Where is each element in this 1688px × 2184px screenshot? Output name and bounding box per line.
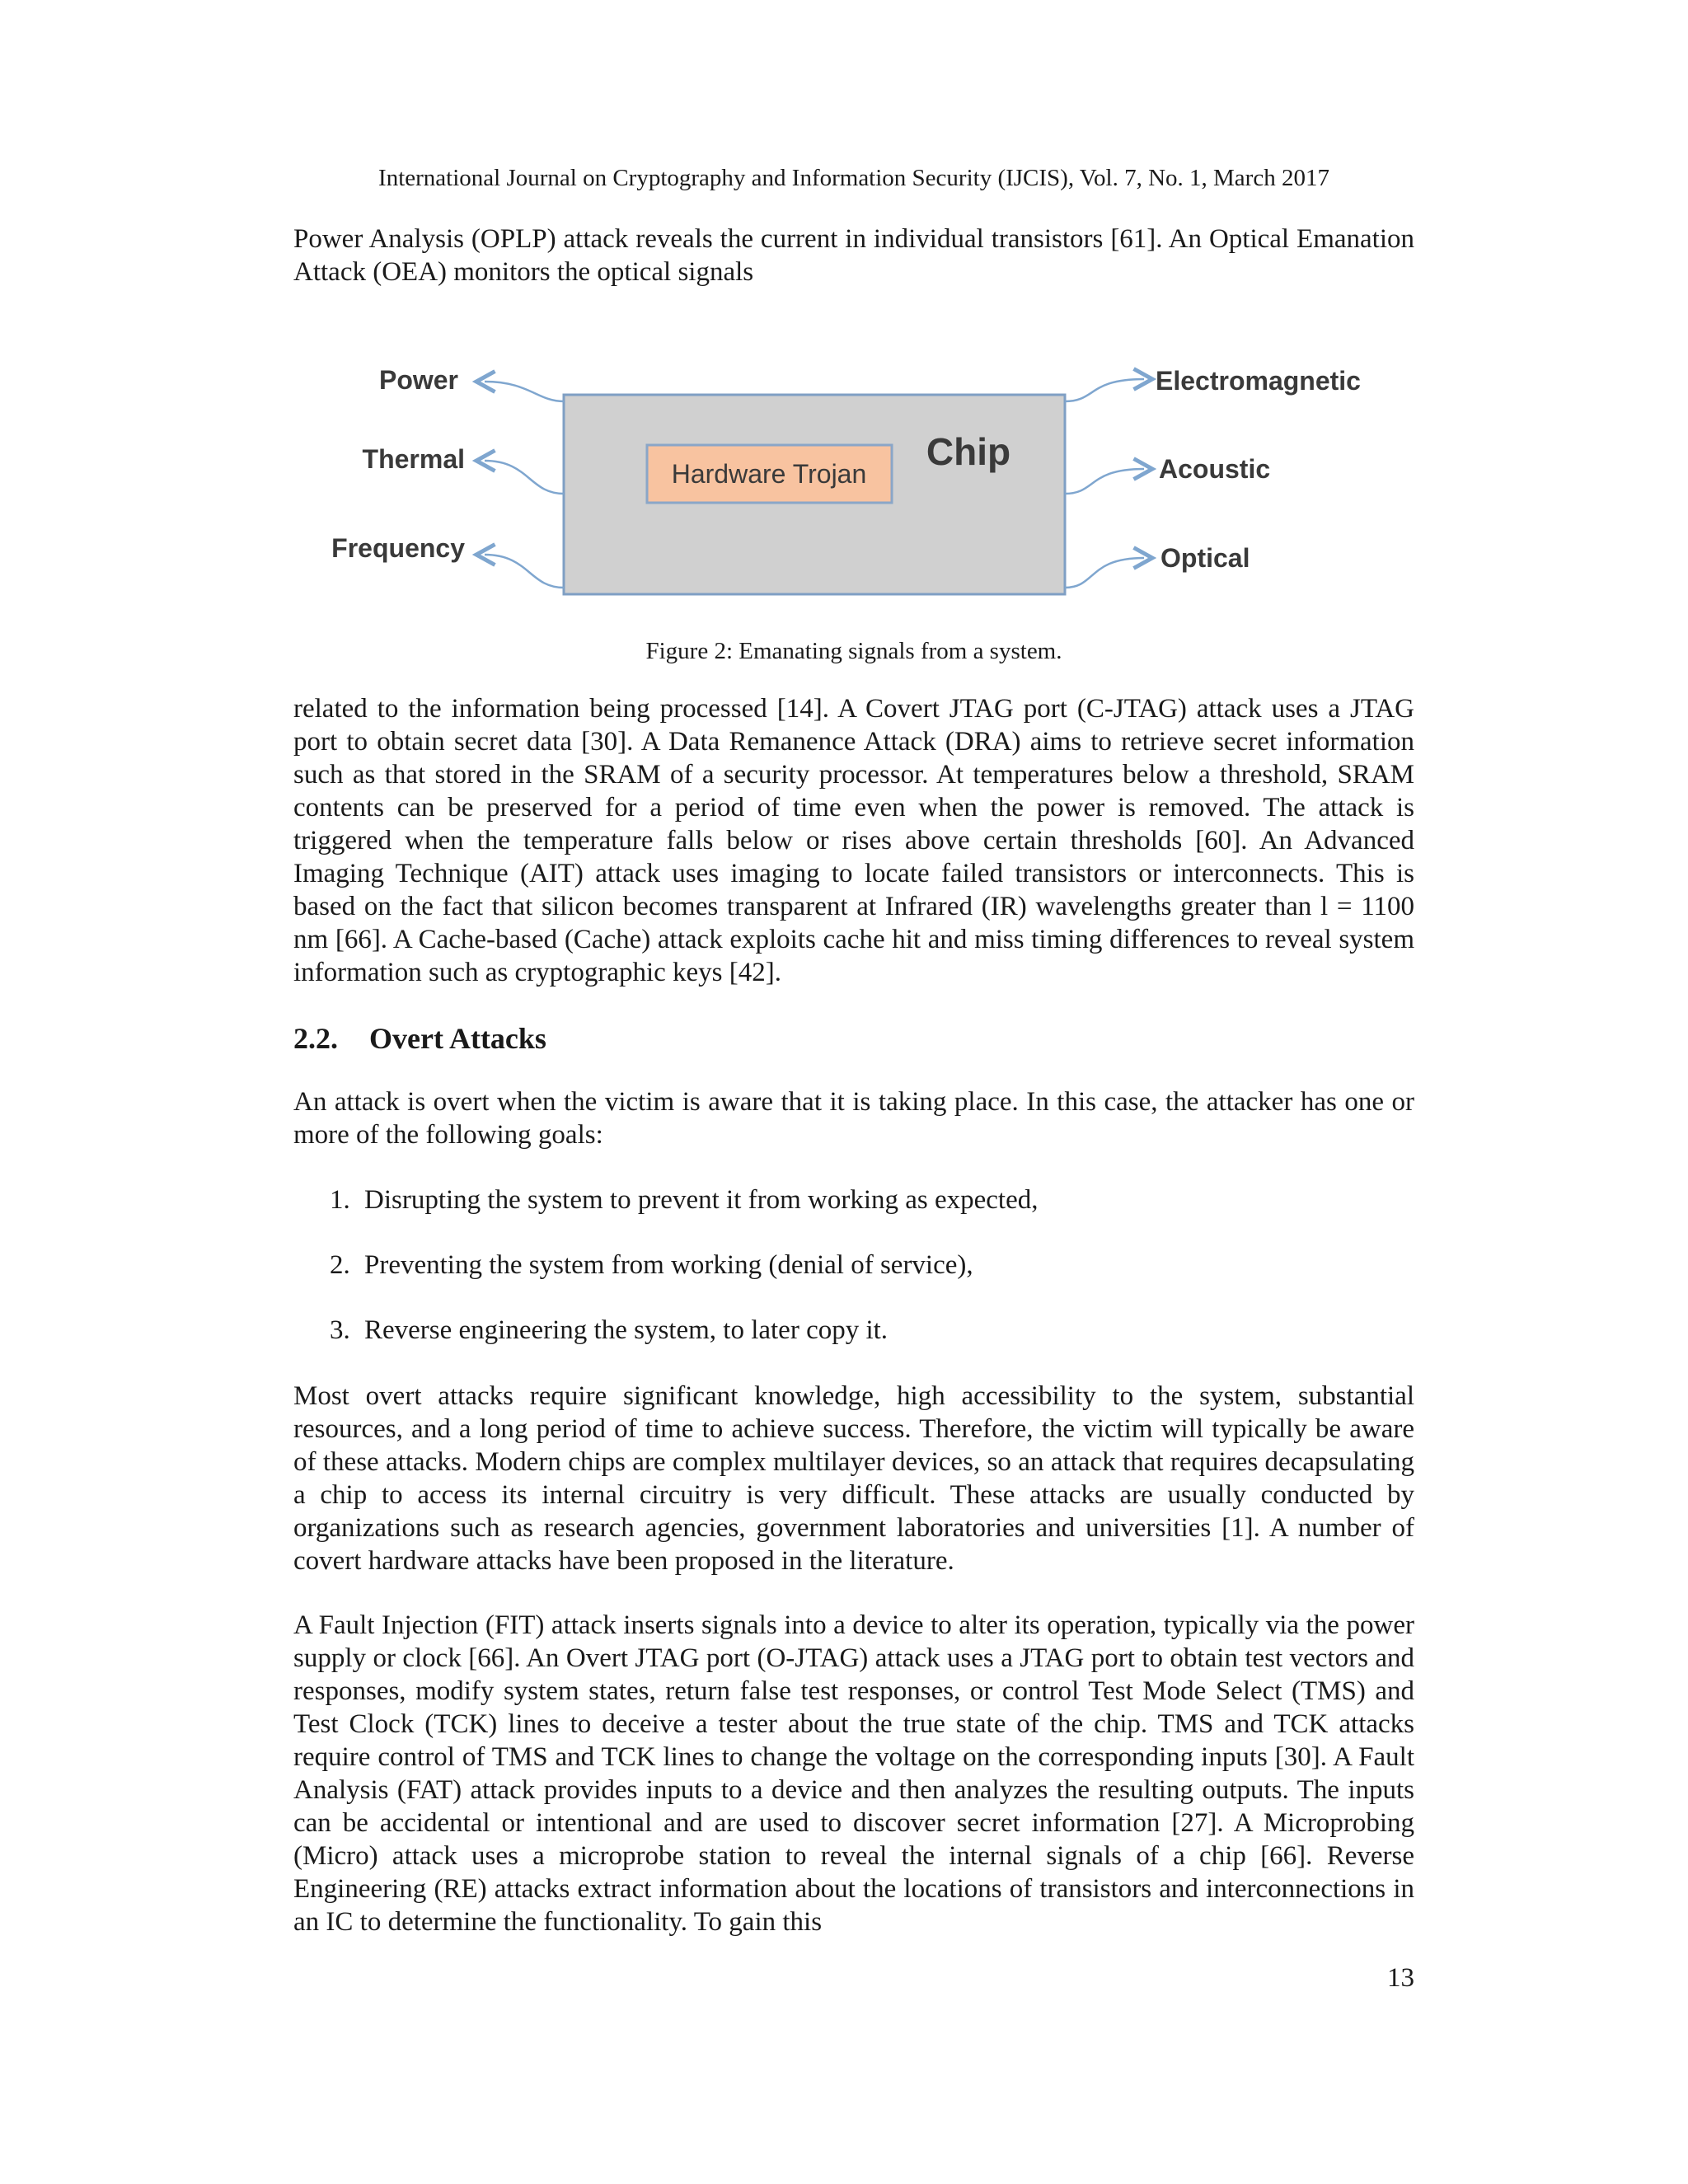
signal-electromagnetic: Electromagnetic (1156, 366, 1361, 396)
electromagnetic-arrow (1065, 379, 1144, 401)
list-item-number: 3. (330, 1315, 350, 1345)
hardware-trojan-label: Hardware Trojan (671, 459, 867, 489)
list-item-text: Reverse engineering the system, to later copy it. (364, 1315, 889, 1345)
paragraph-intro: Power Analysis (OPLP) attack reveals the current in individual transistors [61]. An Optical Emanation Attack (OEA) monitors the optical signals (293, 224, 1414, 287)
paragraph-overt-intro: An attack is overt when the victim is aware that it is taking place. In this case, the attacker has one or more of the following goals: (293, 1087, 1414, 1150)
paragraph-most-overt: Most overt attacks require significant knowledge, high accessibility to the system, substantial resources, and a long period of time to achieve success. Therefore, the victim will typically be aware of these attacks. Modern chips are complex multilayer devices, so an attack that requires decapsulating a chip to access its internal circuitry is very difficult. These attacks are usually conducted by organizations such as research agencies, government laboratories and universities [1]. A number of covert hardware attacks have been proposed in the literature. (293, 1381, 1414, 1576)
figure-caption: Figure 2: Emanating signals from a system. (645, 638, 1062, 664)
list-item-text: Preventing the system from working (denial of service), (364, 1250, 973, 1280)
list-item (330, 1183, 1039, 1216)
thermal-arrow (485, 461, 564, 494)
section-heading (293, 1020, 546, 1057)
signal-thermal: Thermal (362, 444, 465, 474)
acoustic-arrow (1065, 469, 1144, 494)
paragraph-covert-attacks: related to the information being processed [14]. A Covert JTAG port (C-JTAG) attack uses a JTAG port to obtain secret data [30]. A Data Remanence Attack (DRA) aims to retrieve secret information such as that stored in the SRAM of a security processor. At temperatures below a threshold, SRAM contents can be preserved for a period of time even when the power is removed. The attack is triggered when the temperature falls below or rises above certain thresholds [60]. An Advanced Imaging Technique (AIT) attack uses imaging to locate failed transistors or interconnects. This is based on the fact that silicon becomes transparent at Infrared (IR) wavelengths greater than l = 1100 nm [66]. A Cache-based (Cache) attack exploits cache hit and miss timing differences to reveal system information such as cryptographic keys [42]. (293, 694, 1414, 987)
section-number: 2.2. (293, 1022, 338, 1055)
page-number: 13 (1387, 1963, 1414, 1993)
paragraph-fault-injection: A Fault Injection (FIT) attack inserts signals into a device to alter its operation, typically via the power supply or clock [66]. An Overt JTAG port (O-JTAG) attack uses a JTAG port to obtain test vectors and responses, modify system states, return false test responses, or control Test Mode Select (TMS) and Test Clock (TCK) lines to deceive a tester about the true state of the chip. TMS and TCK attacks require control of TMS and TCK lines to change the voltage on the corresponding inputs [30]. A Fault Analysis (FAT) attack provides inputs to a device and then analyzes the resulting outputs. The inputs can be accidental or intentional and are used to discover secret information [27]. A Microprobing (Micro) attack uses a microprobe station to reveal the internal signals of a chip [66]. Reverse Engineering (RE) attacks extract information about the locations of transistors and interconnections in an IC to determine the functionality. To gain this (293, 1610, 1414, 1937)
optical-arrow (1065, 558, 1144, 588)
chip-label: Chip (926, 430, 1011, 473)
running-header: International Journal on Cryptography and Information Security (IJCIS), Vol. 7, No. 1, March 2017 (378, 165, 1329, 191)
list-item-text: Disrupting the system to prevent it from working as expected, (364, 1185, 1039, 1215)
power-arrow (485, 382, 564, 401)
list-item (330, 1314, 888, 1347)
section-title: Overt Attacks (369, 1022, 546, 1055)
signal-optical: Optical (1160, 543, 1250, 573)
list-item (330, 1249, 973, 1282)
signal-power: Power (378, 365, 458, 395)
signal-frequency: Frequency (331, 533, 465, 563)
list-item-number: 1. (330, 1185, 350, 1215)
list-item-number: 2. (330, 1250, 350, 1280)
figure-emanating-signals (313, 342, 1442, 614)
signal-acoustic: Acoustic (1159, 454, 1271, 484)
frequency-arrow (485, 555, 564, 588)
